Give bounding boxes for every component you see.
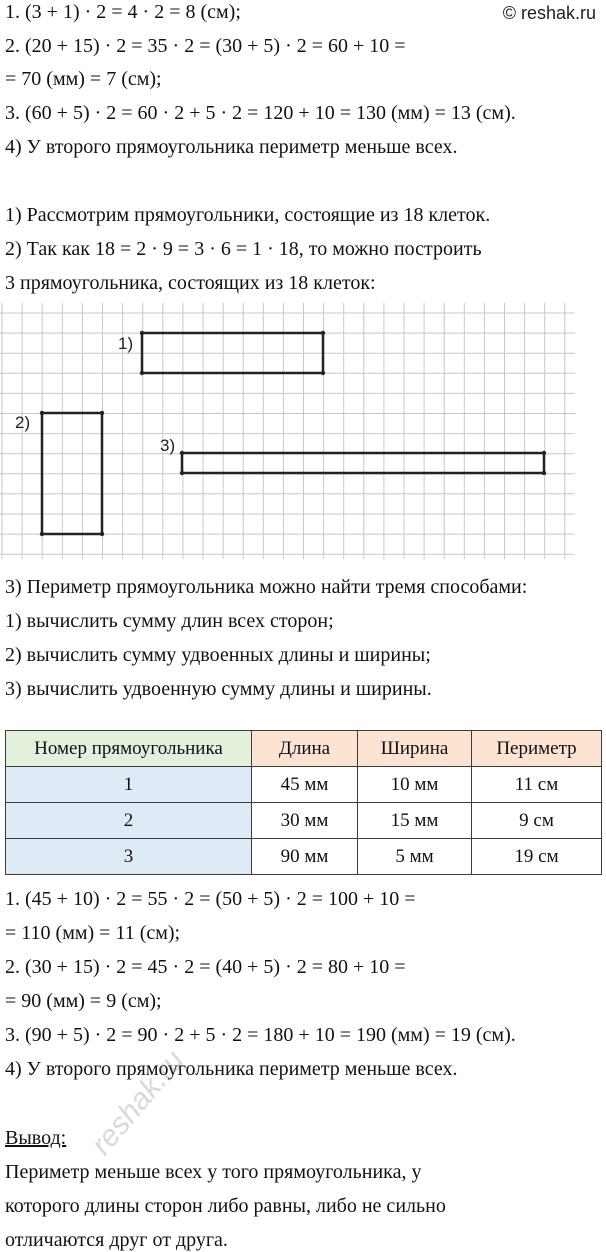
- solution-line: = 110 (мм) = 11 (см);: [5, 922, 181, 944]
- table-cell: 9 см: [472, 803, 602, 839]
- table-header: Ширина: [358, 731, 472, 767]
- table-header: Периметр: [472, 731, 602, 767]
- solution-line: 3. (90 + 5) · 2 = 90 · 2 + 5 · 2 = 180 + 10 = 190 (мм) = 19 (см).: [5, 1024, 516, 1046]
- solution-line: 2. (20 + 15) · 2 = 35 · 2 = (30 + 5) · 2 = 60 + 10 =: [5, 35, 406, 57]
- diagonal-watermark: reshak.ru: [85, 1044, 191, 1162]
- conclusion-line: которого длины сторон либо равны, либо не сильно: [5, 1195, 446, 1217]
- table-cell: 90 мм: [252, 839, 358, 875]
- solution-line: 2. (30 + 15) · 2 = 45 · 2 = (40 + 5) · 2 = 80 + 10 =: [5, 956, 406, 978]
- conclusion-line: отличаются друг от друга.: [5, 1229, 228, 1251]
- table-header-row: [6, 731, 602, 767]
- method-line: 3) Периметр прямоугольника можно найти тремя способами:: [5, 576, 528, 598]
- table-cell: 5 мм: [358, 839, 472, 875]
- table-cell: 45 мм: [252, 767, 358, 803]
- table-cell: 19 см: [472, 839, 602, 875]
- step-line: 2) Так как 18 = 2 · 9 = 3 · 6 = 1 · 18, то можно построить: [5, 238, 482, 260]
- table-cell: 3: [6, 839, 252, 875]
- rectangle-3: [182, 453, 544, 473]
- table-cell: 30 мм: [252, 803, 358, 839]
- rectangle-label: 2): [15, 413, 31, 432]
- solution-line: 4) У второго прямоугольника периметр меньше всех.: [5, 1058, 458, 1080]
- table-cell: 15 мм: [358, 803, 472, 839]
- method-line: 3) вычислить удвоенную сумму длины и ширины.: [5, 678, 432, 700]
- table-cell: 11 см: [472, 767, 602, 803]
- grid-lines: [0, 303, 575, 559]
- method-line: 2) вычислить сумму удвоенных длины и ширины;: [5, 644, 431, 666]
- step-line: 1) Рассмотрим прямоугольники, состоящие из 18 клеток.: [5, 204, 491, 226]
- table-cell: 1: [6, 767, 252, 803]
- table-cell: 2: [6, 803, 252, 839]
- solution-line: 1. (3 + 1) · 2 = 4 · 2 = 8 (см);: [5, 1, 241, 23]
- step-line: 3 прямоугольника, состоящих из 18 клеток:: [5, 272, 376, 294]
- rectangle-label: 1): [118, 334, 134, 353]
- site-watermark: © reshak.ru: [502, 3, 596, 23]
- grid-figure: [0, 303, 580, 561]
- table-row: [6, 767, 602, 803]
- rectangles-table: [5, 730, 602, 875]
- solution-line: 1. (45 + 10) · 2 = 55 · 2 = (50 + 5) · 2 = 100 + 10 =: [5, 888, 416, 910]
- solution-line: 3. (60 + 5) · 2 = 60 · 2 + 5 · 2 = 120 + 10 = 130 (мм) = 13 (см).: [5, 102, 516, 124]
- solution-line: 4) У второго прямоугольника периметр меньше всех.: [5, 136, 458, 158]
- conclusion-title: Вывод:: [5, 1127, 67, 1149]
- method-line: 1) вычислить сумму длин всех сторон;: [5, 610, 334, 632]
- table-header: Длина: [252, 731, 358, 767]
- solution-line: = 90 (мм) = 9 (см);: [5, 990, 162, 1012]
- table-row: [6, 803, 602, 839]
- table-row: [6, 839, 602, 875]
- solution-line: = 70 (мм) = 7 (см);: [5, 68, 162, 90]
- conclusion-line: Периметр меньше всех у того прямоугольника, у: [5, 1161, 422, 1183]
- table-header: Номер прямоугольника: [6, 731, 252, 767]
- table-cell: 10 мм: [358, 767, 472, 803]
- rectangle-label: 3): [160, 436, 176, 455]
